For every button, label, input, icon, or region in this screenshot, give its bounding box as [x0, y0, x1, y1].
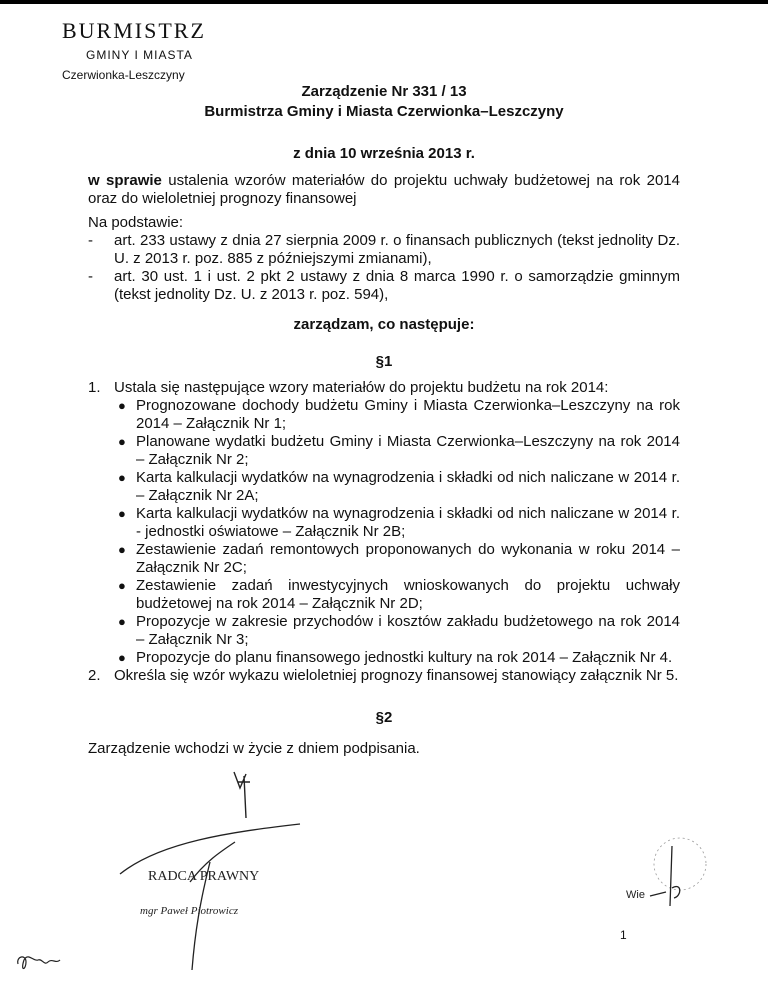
list-item [114, 397, 680, 433]
list-item [114, 541, 680, 577]
bullet-icon: ● [118, 650, 126, 665]
letterhead-subtitle: GMINY I MIASTA [86, 48, 193, 62]
bullet-icon: ● [118, 398, 126, 413]
title-line-1: Zarządzenie Nr 331 / 13 [301, 83, 467, 100]
section-1-heading: §1 [375, 353, 393, 370]
list-item [88, 268, 680, 304]
list-item [114, 613, 680, 649]
bullet-text: Planowane wydatki budżetu Gminy i Miasta Czerwionka–Leszczyny na rok 2014 – Załącznik Nr 2; [136, 433, 680, 468]
list-item [88, 232, 680, 268]
item-text: Ustala się następujące wzory materiałów do projektu budżetu na rok 2014: [114, 379, 609, 396]
initials-signature-icon [228, 768, 264, 828]
dash-marker: - [88, 232, 93, 249]
bullet-text: Karta kalkulacji wydatków na wynagrodzenia i składki od nich naliczane w 2014 r. – Załącznik Nr 2A; [136, 469, 680, 504]
purpose-text: ustalenia wzorów materiałów do projektu uchwały budżetowej na rok 2014 oraz do wieloletniej prognozy finansowej [88, 172, 680, 207]
item-number: 1. [88, 379, 101, 396]
numbered-item-1 [88, 379, 680, 667]
bullet-icon: ● [118, 506, 126, 521]
item-number: 2. [88, 667, 101, 684]
bullet-text: Propozycje do planu finansowego jednostki kultury na rok 2014 – Załącznik Nr 4. [136, 649, 673, 666]
bullet-icon: ● [118, 578, 126, 593]
basis-list [88, 232, 680, 304]
purpose-paragraph [88, 172, 680, 208]
bullet-text: Zestawienie zadań remontowych proponowanych do wykonania w roku 2014 – Załącznik Nr 2C; [136, 541, 680, 576]
attachment-list [114, 397, 680, 667]
dash-marker: - [88, 268, 93, 285]
section-2-text: Zarządzenie wchodzi w życie z dniem podpisania. [88, 740, 420, 757]
purpose-lead: w sprawie [88, 172, 162, 189]
list-item [114, 649, 680, 667]
document-date: z dnia 10 września 2013 r. [293, 145, 475, 162]
document-title [0, 82, 768, 122]
basis-item-text: art. 233 ustawy z dnia 27 sierpnia 2009 r. o finansach publicznych (tekst jednolity Dz. U. z 2013 r. poz. 885 z późniejszymi zmianami), [114, 232, 680, 267]
section-2-heading: §2 [375, 709, 393, 726]
bullet-text: Zestawienie zadań inwestycyjnych wnioskowanych do projektu uchwały budżetowej na rok 2014 – Załącznik Nr 2D; [136, 577, 680, 612]
bullet-icon: ● [118, 542, 126, 557]
stamp-name: mgr Paweł Piotrowicz [140, 905, 238, 917]
stamp-right-text: Wie [626, 889, 645, 901]
bullet-text: Propozycje w zakresie przychodów i kosztów zakładu budżetowego na rok 2014 – Załącznik Nr 3; [136, 613, 680, 648]
list-item [114, 577, 680, 613]
section-1-list [88, 379, 680, 685]
list-item [114, 433, 680, 469]
page-number: 1 [620, 928, 627, 942]
approval-stamp [620, 836, 740, 916]
basis-label: Na podstawie: [88, 214, 184, 231]
handwritten-initials-icon [14, 948, 64, 978]
bullet-text: Karta kalkulacji wydatków na wynagrodzenia i składki od nich naliczane w 2014 r. - jednostki oświatowe – Załącznik Nr 2B; [136, 505, 680, 540]
bullet-icon: ● [118, 614, 126, 629]
letterhead-title: BURMISTRZ [62, 18, 206, 43]
legal-counsel-stamp [110, 822, 320, 972]
bullet-icon: ● [118, 434, 126, 449]
decree-line: zarządzam, co następuje: [293, 316, 475, 333]
bullet-icon: ● [118, 470, 126, 485]
letterhead [62, 18, 206, 82]
title-line-2: Burmistrza Gminy i Miasta Czerwionka–Leszczyny [204, 103, 564, 120]
bullet-text: Prognozowane dochody budżetu Gminy i Miasta Czerwionka–Leszczyny na rok 2014 – Załącznik Nr 1; [136, 397, 680, 432]
stamp-title: RADCA PRAWNY [148, 869, 260, 884]
numbered-item-2 [88, 667, 680, 685]
top-border [0, 0, 768, 4]
basis-item-text: art. 30 ust. 1 i ust. 2 pkt 2 ustawy z dnia 8 marca 1990 r. o samorządzie gminnym (tekst jednolity Dz. U. z 2013 r. poz. 594), [114, 268, 680, 303]
list-item [114, 469, 680, 505]
letterhead-location: Czerwionka-Leszczyny [62, 68, 185, 82]
list-item [114, 505, 680, 541]
item-text: Określa się wzór wykazu wieloletniej prognozy finansowej stanowiący załącznik Nr 5. [114, 667, 679, 684]
